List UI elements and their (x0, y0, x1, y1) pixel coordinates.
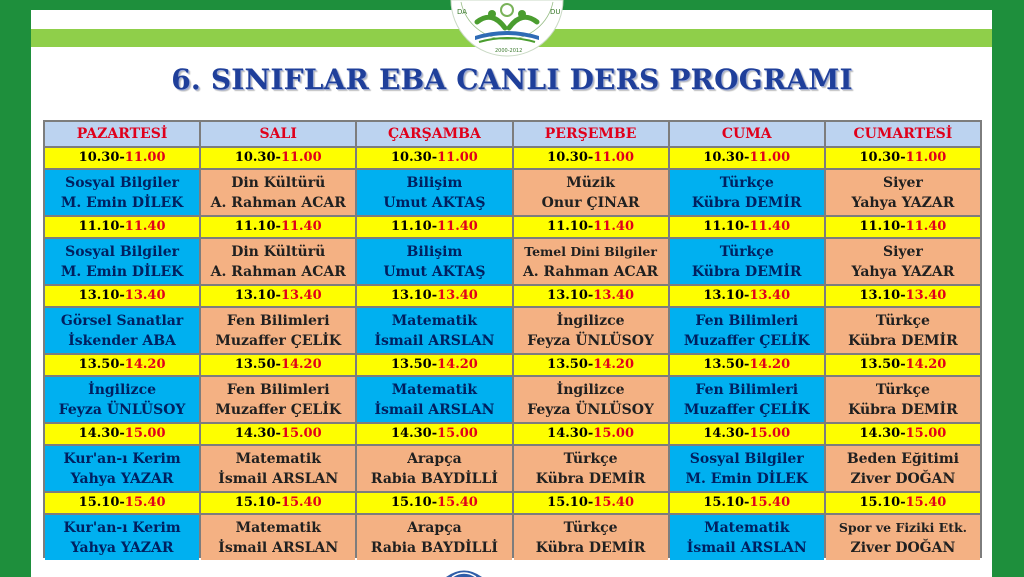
lesson-teacher: Kübra DEMİR (535, 539, 646, 556)
lesson-cell (45, 170, 199, 215)
lesson-cell (670, 515, 824, 560)
time-end: 15.00 (280, 426, 322, 441)
lesson-subject: Matematik (235, 519, 321, 536)
lesson-teacher: İsmail ARSLAN (218, 470, 339, 487)
time-separator: - (431, 426, 438, 441)
lesson-subject: Türkçe (875, 312, 930, 329)
time-slot (670, 493, 824, 513)
lesson-teacher: Yahya YAZAR (70, 539, 174, 556)
lesson-cell (826, 446, 980, 491)
time-separator: - (744, 288, 750, 303)
lesson-teacher: Muzaffer ÇELİK (215, 401, 342, 418)
time-slot (670, 424, 824, 444)
time-separator: - (275, 150, 281, 165)
lesson-subject: Temel Dini Bilgiler (524, 243, 657, 259)
time-slot (45, 217, 199, 237)
time-separator: - (587, 288, 594, 303)
time-end: 15.00 (905, 426, 947, 441)
time-separator: - (275, 288, 281, 303)
time-end: 14.20 (437, 357, 478, 372)
time-start: 11.10 (390, 219, 432, 234)
time-end: 14.20 (280, 357, 322, 372)
time-separator: - (431, 288, 438, 303)
time-end: 14.20 (124, 357, 166, 372)
lesson-cell (826, 308, 980, 353)
lesson-subject: Matematik (235, 450, 321, 467)
time-separator: - (900, 150, 906, 165)
time-separator: - (119, 219, 125, 234)
time-slot (357, 286, 511, 306)
day-header: ÇARŞAMBA (357, 122, 511, 146)
time-end: 11.00 (124, 150, 166, 165)
time-end: 15.40 (124, 495, 166, 510)
time-end: 11.00 (749, 150, 791, 165)
lesson-teacher: Ziver DOĞAN (850, 470, 956, 487)
time-start: 10.30 (390, 150, 432, 165)
lesson-subject: Fen Bilimleri (695, 312, 799, 329)
time-end: 15.00 (593, 426, 634, 441)
time-slot (45, 355, 199, 375)
time-end: 13.40 (905, 288, 947, 303)
time-separator: - (119, 426, 125, 441)
lesson-cell (201, 446, 355, 491)
schedule-table (43, 120, 982, 558)
lesson-cell (45, 515, 199, 560)
time-start: 14.30 (78, 426, 120, 441)
lesson-subject: Fen Bilimleri (226, 381, 330, 398)
time-start: 15.10 (78, 495, 120, 510)
lesson-teacher: Umut AKTAŞ (383, 263, 486, 280)
lesson-subject: Türkçe (563, 519, 618, 536)
lesson-cell (514, 239, 668, 284)
lesson-subject: İngilizce (556, 312, 625, 329)
time-start: 13.10 (703, 288, 745, 303)
lesson-cell (45, 377, 199, 422)
time-separator: - (744, 219, 750, 234)
time-slot (670, 355, 824, 375)
time-start: 13.10 (234, 288, 276, 303)
lesson-subject: Arapça (407, 450, 462, 467)
lesson-teacher: Kübra DEMİR (535, 470, 646, 487)
lesson-teacher: Rabia BAYDİLLİ (370, 470, 498, 487)
time-start: 11.10 (78, 219, 120, 234)
lesson-cell (670, 170, 824, 215)
lesson-subject: Bilişim (406, 243, 463, 260)
lesson-cell (201, 308, 355, 353)
time-slot (514, 286, 668, 306)
lesson-subject: Fen Bilimleri (226, 312, 330, 329)
lesson-teacher: M. Emin DİLEK (60, 263, 184, 280)
time-start: 13.10 (390, 288, 432, 303)
logo-year-text: 2000-2012 (495, 48, 523, 54)
lesson-cell (826, 377, 980, 422)
lesson-subject: İngilizce (88, 381, 156, 398)
time-separator: - (587, 426, 594, 441)
time-slot (826, 424, 980, 444)
time-separator: - (587, 150, 594, 165)
time-separator: - (900, 426, 906, 441)
time-slot (201, 286, 355, 306)
time-slot (514, 148, 668, 168)
time-separator: - (587, 219, 594, 234)
time-slot (357, 148, 511, 168)
time-end: 11.40 (905, 219, 947, 234)
lesson-teacher: İsmail ARSLAN (374, 332, 495, 349)
lesson-subject: Görsel Sanatlar (60, 312, 184, 329)
time-separator: - (900, 357, 906, 372)
lesson-cell (45, 239, 199, 284)
lesson-cell (670, 239, 824, 284)
lesson-teacher: Kübra DEMİR (691, 263, 802, 280)
lesson-teacher: Yahya YAZAR (851, 263, 955, 280)
time-separator: - (119, 288, 125, 303)
time-slot (514, 493, 668, 513)
lesson-subject: Sosyal Bilgiler (65, 243, 180, 260)
lesson-subject: Matematik (391, 381, 478, 398)
lesson-cell (45, 308, 199, 353)
time-separator: - (119, 357, 125, 372)
time-end: 14.20 (905, 357, 947, 372)
time-separator: - (275, 426, 281, 441)
time-slot (45, 148, 199, 168)
lesson-teacher: Muzaffer ÇELİK (683, 332, 810, 349)
lesson-teacher: Ziver DOĞAN (850, 539, 956, 556)
lesson-subject: Kur'an-ı Kerim (63, 450, 181, 467)
logo-right-text: DU (550, 8, 561, 16)
lesson-teacher: Feyza ÜNLÜSOY (527, 332, 654, 349)
logo-top-text: DA (457, 8, 468, 16)
time-slot (670, 217, 824, 237)
time-end: 13.40 (280, 288, 322, 303)
time-slot (826, 355, 980, 375)
time-separator: - (587, 357, 594, 372)
time-end: 13.40 (593, 288, 634, 303)
lesson-subject: Din Kültürü (231, 243, 326, 260)
time-start: 10.30 (859, 150, 901, 165)
time-slot (357, 424, 511, 444)
lesson-cell (45, 446, 199, 491)
time-start: 14.30 (859, 426, 901, 441)
time-start: 11.10 (703, 219, 745, 234)
lesson-teacher: M. Emin DİLEK (60, 194, 184, 211)
time-slot (201, 493, 355, 513)
time-start: 15.10 (703, 495, 745, 510)
lesson-teacher: A. Rahman ACAR (210, 194, 346, 211)
time-start: 15.10 (547, 495, 588, 510)
time-end: 15.40 (749, 495, 791, 510)
lesson-cell (826, 239, 980, 284)
day-header: PAZARTESİ (45, 122, 199, 146)
time-slot (45, 493, 199, 513)
time-start: 15.10 (234, 495, 276, 510)
lesson-teacher: Kübra DEMİR (848, 401, 958, 418)
bottom-logo-icon (444, 564, 484, 577)
time-start: 10.30 (234, 150, 276, 165)
lesson-subject: Sosyal Bilgiler (689, 450, 804, 467)
time-end: 11.00 (593, 150, 634, 165)
lesson-cell (826, 515, 980, 560)
time-end: 15.40 (437, 495, 478, 510)
time-start: 13.50 (390, 357, 432, 372)
time-start: 11.10 (859, 219, 901, 234)
time-slot (201, 424, 355, 444)
lesson-cell (201, 239, 355, 284)
time-start: 13.10 (78, 288, 120, 303)
lesson-subject: Türkçe (563, 450, 618, 467)
lesson-cell (357, 239, 511, 284)
time-end: 15.40 (905, 495, 947, 510)
lesson-teacher: Yahya YAZAR (70, 470, 174, 487)
time-separator: - (275, 357, 281, 372)
time-start: 15.10 (859, 495, 901, 510)
lesson-cell (670, 308, 824, 353)
time-separator: - (275, 219, 281, 234)
lesson-teacher: Rabia BAYDİLLİ (370, 539, 498, 556)
lesson-subject: İngilizce (556, 381, 625, 398)
lesson-cell (357, 377, 511, 422)
lesson-teacher: Feyza ÜNLÜSOY (58, 401, 186, 418)
lesson-cell (357, 170, 511, 215)
time-slot (826, 217, 980, 237)
lesson-subject: Beden Eğitimi (846, 450, 959, 467)
lesson-subject: Siyer (882, 174, 923, 191)
time-start: 11.10 (234, 219, 276, 234)
time-separator: - (431, 150, 438, 165)
day-header: PERŞEMBE (514, 122, 668, 146)
time-separator: - (900, 288, 906, 303)
lesson-teacher: İsmail ARSLAN (218, 539, 339, 556)
lesson-teacher: İskender ABA (68, 332, 176, 349)
time-end: 11.40 (124, 219, 166, 234)
time-end: 11.00 (905, 150, 947, 165)
page-title: 6. SINIFLAR EBA CANLI DERS PROGRAMI (171, 63, 853, 96)
time-start: 13.10 (859, 288, 901, 303)
lesson-subject: Sosyal Bilgiler (65, 174, 180, 191)
time-separator: - (119, 150, 125, 165)
time-separator: - (744, 495, 750, 510)
time-start: 14.30 (703, 426, 745, 441)
lesson-teacher: A. Rahman ACAR (522, 263, 659, 280)
time-end: 15.40 (280, 495, 322, 510)
time-end: 14.20 (749, 357, 791, 372)
time-start: 13.50 (547, 357, 588, 372)
lesson-subject: Din Kültürü (231, 174, 326, 191)
lesson-subject: Arapça (407, 519, 462, 536)
lesson-cell (201, 515, 355, 560)
time-separator: - (275, 495, 281, 510)
time-start: 13.50 (859, 357, 901, 372)
time-start: 14.30 (547, 426, 588, 441)
time-separator: - (431, 219, 438, 234)
time-slot (357, 493, 511, 513)
lesson-subject: Müzik (566, 174, 615, 191)
lesson-subject: Spor ve Fiziki Etk. (838, 519, 967, 535)
lesson-cell (357, 515, 511, 560)
time-slot (826, 148, 980, 168)
lesson-subject: Bilişim (406, 174, 463, 191)
time-slot (357, 355, 511, 375)
school-logo-icon (447, 0, 567, 60)
time-separator: - (900, 495, 906, 510)
lesson-cell (826, 170, 980, 215)
time-separator: - (431, 495, 438, 510)
time-slot (201, 355, 355, 375)
time-end: 14.20 (593, 357, 634, 372)
time-separator: - (900, 219, 906, 234)
time-start: 13.10 (547, 288, 588, 303)
lesson-teacher: İsmail ARSLAN (374, 401, 495, 418)
lesson-cell (514, 170, 668, 215)
time-start: 14.30 (390, 426, 432, 441)
lesson-teacher: Muzaffer ÇELİK (683, 401, 810, 418)
lesson-subject: Matematik (391, 312, 478, 329)
time-end: 15.40 (593, 495, 634, 510)
time-slot (826, 286, 980, 306)
lesson-cell (357, 308, 511, 353)
lesson-cell (514, 377, 668, 422)
time-end: 15.00 (437, 426, 478, 441)
time-start: 15.10 (390, 495, 432, 510)
lesson-cell (670, 377, 824, 422)
time-slot (514, 355, 668, 375)
time-start: 11.10 (547, 219, 588, 234)
day-header: CUMARTESİ (826, 122, 980, 146)
time-end: 11.40 (593, 219, 634, 234)
lesson-cell (201, 170, 355, 215)
time-start: 10.30 (78, 150, 120, 165)
time-separator: - (119, 495, 125, 510)
time-slot (201, 148, 355, 168)
time-slot (514, 217, 668, 237)
lesson-teacher: Kübra DEMİR (691, 194, 802, 211)
lesson-teacher: Umut AKTAŞ (383, 194, 486, 211)
lesson-teacher: Onur ÇINAR (541, 194, 640, 211)
lesson-cell (201, 377, 355, 422)
day-header: SALI (201, 122, 355, 146)
time-end: 13.40 (124, 288, 166, 303)
lesson-cell (514, 446, 668, 491)
time-slot (45, 286, 199, 306)
time-end: 11.40 (437, 219, 478, 234)
time-end: 15.00 (749, 426, 791, 441)
time-slot (670, 148, 824, 168)
lesson-subject: Kur'an-ı Kerim (63, 519, 181, 536)
time-start: 14.30 (234, 426, 276, 441)
lesson-teacher: Kübra DEMİR (848, 332, 958, 349)
time-end: 15.00 (124, 426, 166, 441)
time-separator: - (431, 357, 438, 372)
lesson-teacher: Muzaffer ÇELİK (215, 332, 342, 349)
lesson-subject: Türkçe (719, 174, 774, 191)
lesson-teacher: Feyza ÜNLÜSOY (527, 401, 654, 418)
lesson-teacher: Yahya YAZAR (851, 194, 955, 211)
lesson-cell (514, 308, 668, 353)
time-end: 11.00 (437, 150, 478, 165)
lesson-subject: Matematik (704, 519, 790, 536)
lesson-cell (357, 446, 511, 491)
lesson-teacher: A. Rahman ACAR (210, 263, 346, 280)
time-slot (201, 217, 355, 237)
lesson-teacher: İsmail ARSLAN (686, 539, 807, 556)
time-slot (357, 217, 511, 237)
time-end: 11.40 (749, 219, 791, 234)
day-header: CUMA (670, 122, 824, 146)
time-slot (514, 424, 668, 444)
lesson-subject: Siyer (882, 243, 923, 260)
lesson-subject: Türkçe (719, 243, 774, 260)
lesson-subject: Fen Bilimleri (695, 381, 799, 398)
lesson-subject: Türkçe (875, 381, 930, 398)
time-end: 13.40 (749, 288, 791, 303)
time-start: 10.30 (703, 150, 745, 165)
time-slot (670, 286, 824, 306)
lesson-cell (514, 515, 668, 560)
lesson-cell (670, 446, 824, 491)
time-separator: - (744, 426, 750, 441)
time-end: 13.40 (437, 288, 478, 303)
time-separator: - (744, 357, 750, 372)
time-end: 11.00 (280, 150, 322, 165)
time-slot (826, 493, 980, 513)
time-separator: - (587, 495, 594, 510)
time-start: 13.50 (78, 357, 120, 372)
time-slot (45, 424, 199, 444)
time-start: 10.30 (547, 150, 588, 165)
time-end: 11.40 (280, 219, 322, 234)
time-start: 13.50 (234, 357, 276, 372)
time-start: 13.50 (703, 357, 745, 372)
time-separator: - (744, 150, 750, 165)
lesson-teacher: M. Emin DİLEK (685, 470, 808, 487)
